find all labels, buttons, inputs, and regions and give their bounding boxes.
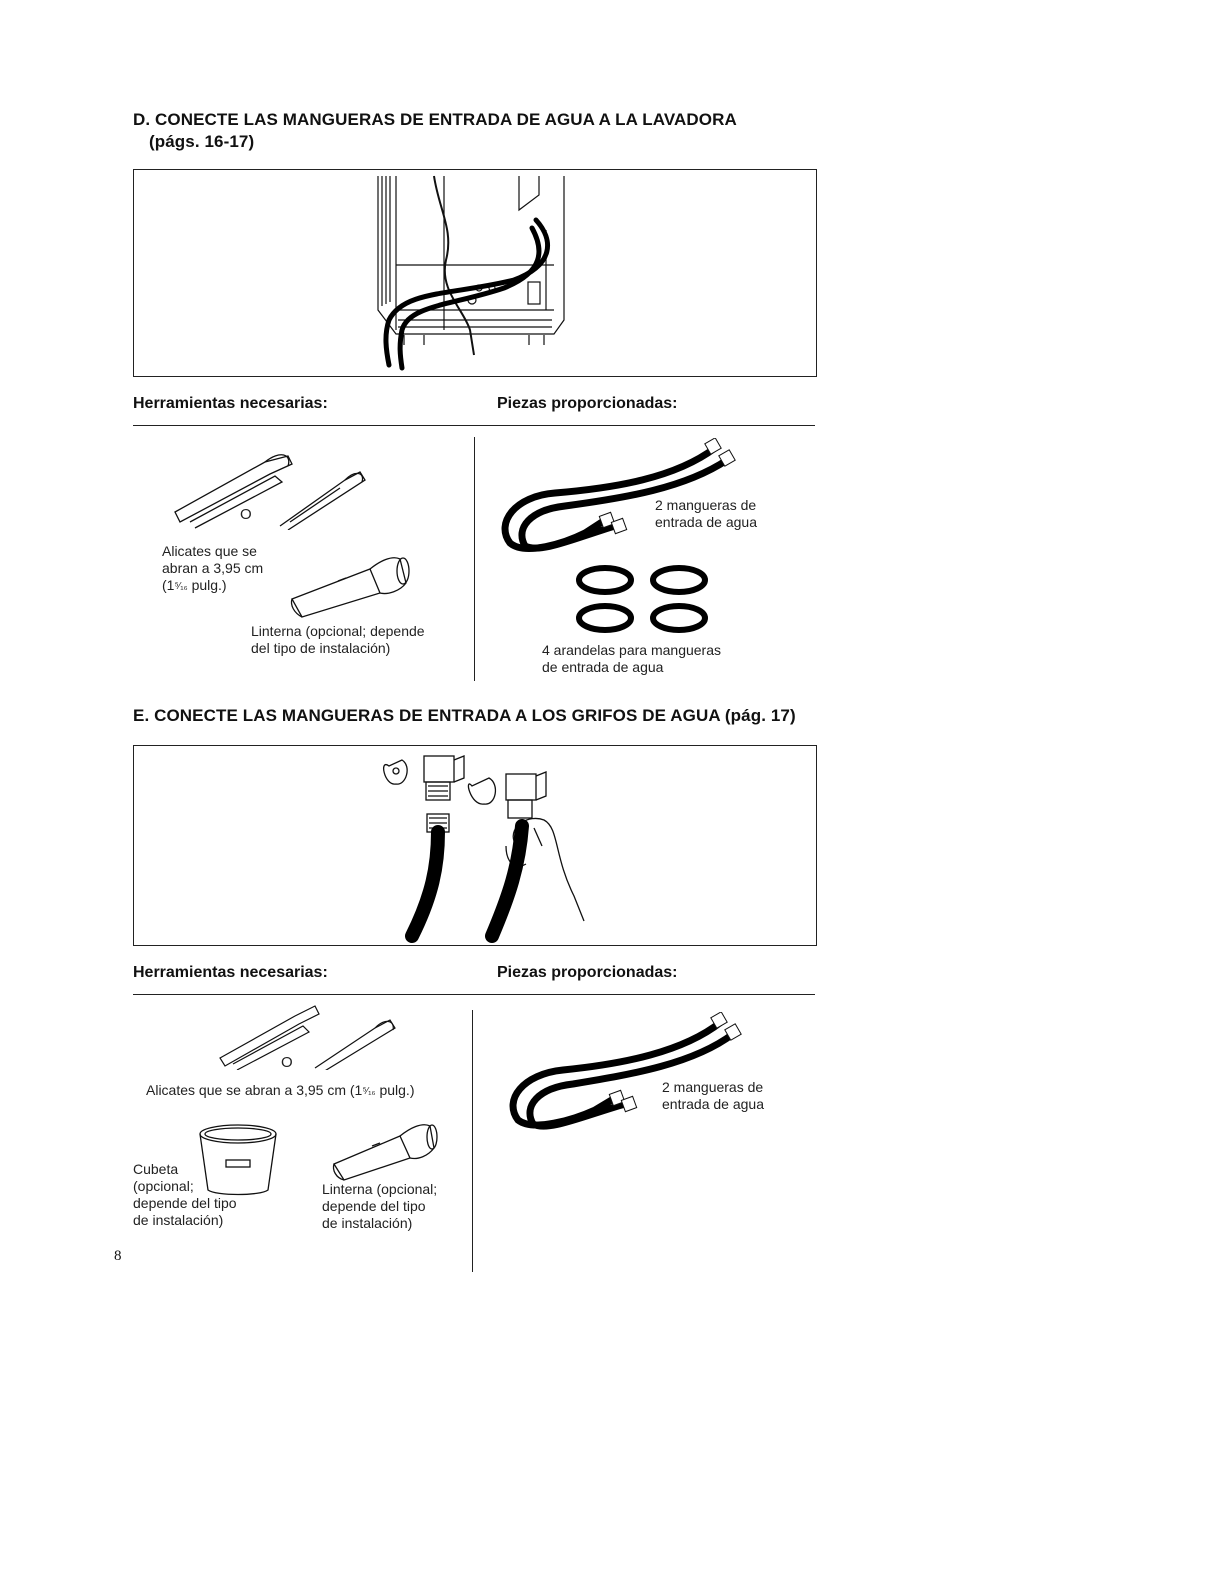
section-e-flashlight — [330, 1122, 440, 1184]
washer-illustration-box — [133, 169, 817, 377]
faucet-illustration-box — [133, 745, 817, 946]
bucket-caption-line-3: depende del tipo — [133, 1195, 237, 1211]
washer-back-icon — [134, 170, 816, 376]
e-hoses-caption-line-1: 2 mangueras de — [662, 1079, 764, 1095]
section-d-washers-caption — [542, 642, 721, 676]
washers-caption-line-2: de entrada de agua — [542, 659, 664, 675]
washer-ring-icon — [572, 563, 717, 635]
e-flashlight-caption-line-2: depende del tipo — [322, 1198, 426, 1214]
hose-icon — [503, 1012, 763, 1137]
section-e-flashlight-caption — [322, 1181, 437, 1232]
bucket-caption-line-1: Cubeta — [133, 1161, 179, 1177]
section-d-hoses-caption — [655, 497, 757, 531]
washers-caption-line-1: 4 arandelas para mangueras — [542, 642, 722, 658]
section-e-pliers-caption: Alicates que se abran a 3,95 cm (1⁵⁄₁₆ pulg.) — [146, 1082, 415, 1098]
section-d-page-ref: (págs. 16-17) — [149, 132, 255, 151]
section-e-bucket-caption — [133, 1161, 237, 1229]
bucket-caption-line-2: (opcional; — [133, 1178, 194, 1194]
e-hoses-caption-line-2: entrada de agua — [662, 1096, 764, 1112]
section-d-title: D. CONECTE LAS MANGUERAS DE ENTRADA DE AGUA A LA LAVADORA — [133, 110, 737, 129]
hoses-caption-line-2: entrada de agua — [655, 514, 757, 530]
section-e-title: E. CONECTE LAS MANGUERAS DE ENTRADA A LOS GRIFOS DE AGUA (pág. 17) — [133, 706, 796, 725]
section-e-divider — [133, 994, 815, 995]
pliers-caption-line-2: abran a 3,95 cm — [162, 560, 264, 576]
section-d-column-divider — [474, 437, 475, 681]
section-d-washer-rings — [572, 563, 717, 635]
section-d-pliers-caption — [162, 543, 263, 595]
section-e-column-divider — [472, 1010, 473, 1272]
section-d-tools-heading: Herramientas necesarias: — [133, 395, 328, 412]
pliers-icon — [170, 450, 460, 530]
section-e-hoses-caption — [662, 1079, 764, 1113]
section-d-divider — [133, 425, 815, 426]
flashlight-caption-line-2: del tipo de instalación) — [251, 640, 391, 656]
section-e-hoses — [503, 1012, 763, 1137]
section-e-or-label: O — [281, 1054, 293, 1071]
pliers-icon — [215, 998, 415, 1070]
page-number: 8 — [114, 1248, 122, 1264]
section-d-parts-heading: Piezas proporcionadas: — [497, 395, 678, 412]
section-e-parts-heading: Piezas proporcionadas: — [497, 964, 678, 981]
pliers-caption-line-3: (1⁵⁄₁₆ pulg.) — [162, 577, 227, 593]
section-d-flashlight-caption — [251, 623, 425, 657]
flashlight-icon — [288, 555, 413, 620]
section-d-flashlight — [288, 555, 413, 620]
pliers-caption-line-1: Alicates que se — [162, 543, 257, 559]
flashlight-caption-line-1: Linterna (opcional; depende — [251, 623, 425, 639]
section-e-tools-heading: Herramientas necesarias: — [133, 964, 328, 981]
flashlight-icon — [330, 1122, 440, 1184]
section-e-pliers-group — [215, 998, 415, 1078]
bucket-caption-line-4: de instalación) — [133, 1212, 224, 1228]
hoses-caption-line-1: 2 mangueras de — [655, 497, 757, 513]
faucet-icon — [134, 746, 816, 945]
e-flashlight-caption-line-1: Linterna (opcional; — [322, 1181, 438, 1197]
e-flashlight-caption-line-3: de instalación) — [322, 1215, 413, 1231]
section-d-or-label: O — [240, 506, 252, 523]
section-d-header — [133, 110, 833, 152]
